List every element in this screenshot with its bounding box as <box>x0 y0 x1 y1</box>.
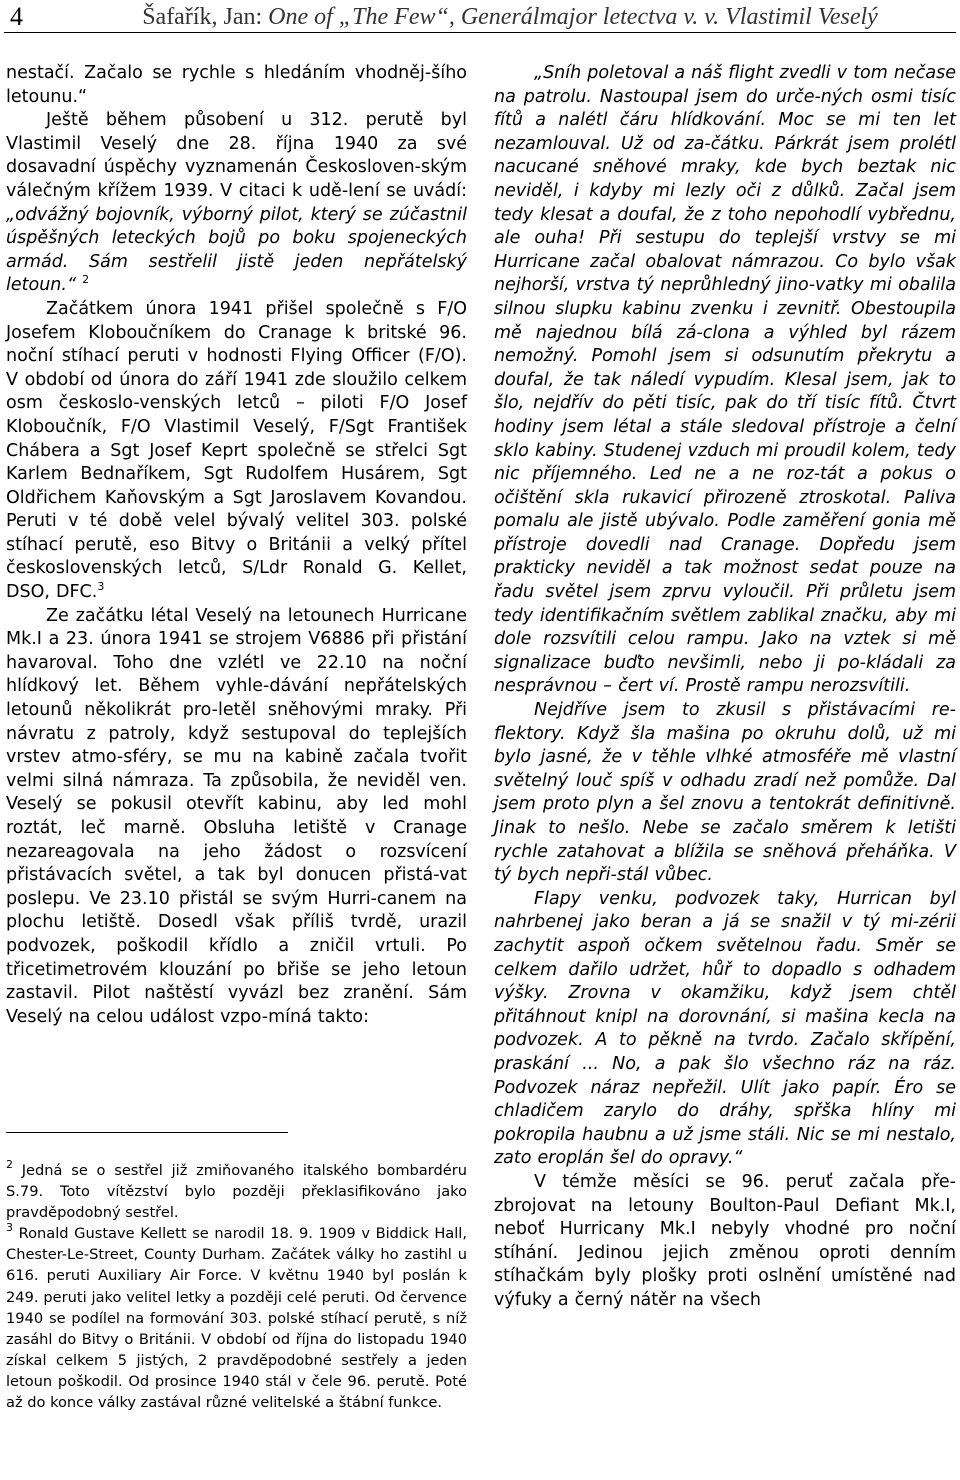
header-book-title: One of „The Few“, Generálmajor letectva v. v. Vlastimil Veselý <box>268 4 878 30</box>
paragraph: V témže měsíci se 96. peruť začala pře-zbrojovat na letouny Boulton-Paul Defiant Mk.I, neboť Hurricany Mk.I nebyly vhodné pro noční stíhání. Jedinou jejich změnou oproti denním stíhačkám byly plošky proti oslnění umístěné nad výfuky a černý nátěr na všech <box>494 1171 956 1310</box>
footnote-text: Ronald Gustave Kellett se narodil 18. 9. 1909 v Biddick Hall, Chester-Le-Street, County Durham. Začátek války ho zastihl u 616. peruti Auxiliary Air Force. V květnu 1940 byl poslán k 249. peruti jako velitel letky a později celé peruti. Od července 1940 se podílel na formování 303. polské stíhací perutě, s níž zasáhl do Bitvy o Británii. V období od října do listopadu 1940 získal celkem 5 jistých, 2 pravděpodobné sestřely a jeden letoun poškodil. Od prosince 1940 stál v čele 96. perutě. Poté až do konce války zastával různé velitelské a štábní funkce. <box>6 1225 467 1412</box>
footnotes <box>6 1160 467 1413</box>
quote-paragraph: Nejdříve jsem to zkusil s přistávacími re-flektory. Když šla mašina po okruhu dolů, už mi bylo jasné, že v těhle vlhké atmosféře mě vlastní světelný louč spíš v odhadu zradí než pomůže. Dal jsem proto plyn a šel znovu a tentokrát definitivně. Jinak to nešlo. Nebe se začalo směrem k letišti rychle zatahovat a blížila se sněhová přeháňka. V tý bych nepři-stál vůbec. <box>494 700 956 886</box>
page-number: 4 <box>10 2 23 31</box>
footnote-3 <box>6 1223 467 1413</box>
running-header <box>4 2 956 33</box>
header-title <box>64 2 956 32</box>
footnote-text: Jedná se o sestřel již zmiňovaného italského bombardéru S.79. Toto vítězství bylo později překlasifikováno jako pravděpodobný sestřel. <box>6 1162 467 1222</box>
footnote-2 <box>6 1160 467 1223</box>
paragraph-text: Ještě během působení u 312. perutě byl Vlastimil Veselý dne 28. října 1940 za své dosavadní úspěchy vyznamenán Českosloven-ským válečným křížem 1939. V citaci k udě-lení se uvádí: <box>6 110 467 201</box>
paragraph-text: Začátkem února 1941 přišel společně s F/O Josefem Kloboučníkem do Cranage k britské 96. noční stíhací peruti v hodnosti Flying Officer (F/O). V období od února do září 1941 zde sloužilo celkem osm českoslo-venských letců – piloti F/O Josef Kloboučník, F/O Vlastimil Veselý, F/Sgt František Chábera a Sgt Josef Keprt společně se střelci Sgt Karlem Bednaříkem, Sgt Rudolfem Husárem, Sgt Oldřichem Kaňovským a Sgt Jaroslavem Kovandou. Peruti v té době velel bývalý velitel 303. polské stíhací perutě, eso Bitvy o Británii a velký přítel československých letců, S/Ldr Ronald G. Kellet, DSO, DFC. <box>6 298 467 603</box>
paragraph <box>6 298 467 605</box>
paragraph-citation <box>6 109 467 298</box>
footnote-mark: 3 <box>6 1221 13 1235</box>
paragraph: nestačí. Začalo se rychle s hledáním vhodněj-šího letounu.“ <box>6 63 467 107</box>
quote-paragraph: „Sníh poletoval a náš flight zvedli v tom nečase na patrolu. Nastoupal jsem do urče-ných osmi tisíc fítů a nalétl čáru hlídkování. Moc se mi ten let nezamlouval. Už od za-čátku. Párkrát jsem prolétl nacucané sněhové mraky, kde bych beztak nic neviděl, i kdyby mi lezly oči z důlků. Začal jsem tedy klesat a doufal, že z toho nepohodlí vybřednu, ale ouha! Při sestupu do teplejší vrstvy se mi Hurricane začal obalovat námrazou. Co bylo však nejhorší, vrstva tý neprůhledný jino-vatky mi obalila silnou slupku kabinu zvenku i zevnitř. Obestoupila mě najednou bílá zá-clona a výhled byl rázem nemožný. Pomohl jsem si odsunutím překrytu a doufal, že tak náledí vypudím. Klesal jsem, jak to šlo, nejdřív do pěti tisíc, pak do tří tisíc fítů. Čtvrt hodiny jsem létal a stále sledoval přístroje a čelní sklo kabiny. Studenej vzduch mi proudil kolem, tedy nic příjemného. Led ne a ne roz-tát a pokus o očištění skla rukavicí přirozeně ztroskotal. Paliva pomalu ale jistě ubývalo. Podle zaměření gonia mě přístroje dovedli nad Cranage. Dopředu jsem prakticky neviděl a tak možnost sedat pouze na řadu světel jsem zprvu vyloučil. Při průletu jsem tedy identifikačním světlem zablikal značku, aby mi dole rozsvítili celou rampu. Jako na vztek si mě signalizace buďto nevšimli, nebo ji po-kládali za nesprávnou – čert ví. Prostě rampu nerozsvítili. <box>494 63 956 697</box>
citation-quote: „odvážný bojovník, výborný pilot, který se zúčastnil úspěšných leteckých bojů po boku spojeneckých armád. Sám sestřelil jistě jeden nepřátelský letoun.“ <box>6 204 467 296</box>
paragraph: Ze začátku létal Veselý na letounech Hurricane Mk.I a 23. února 1941 se strojem V6886 při přistání havaroval. Toho dne vzlétl ve 22.10 na noční hlídkový let. Během vyhle-dávání nepřátelských letounů několikrát pro-letěl sněhovými mraky. Při návratu z patroly, když sestupoval do teplejších vrstev atmo-sféry, se mu na kabině začala tvořit velmi silná námraza. Ta způsobila, že neviděl ven. Veselý se pokusil otevřít kabinu, aby led mohl roztát, leč marně. Obsluha letiště v Cranage nezareagovala na jeho žádost o rozsvícení přistávacích světel, a tak byl donucen přistá-vat poslepu. Ve 23.10 přistál se svým Hurri-canem na plochu letiště. Dosedl však příliš tvrdě, urazil podvozek, poškodil křídlo a zničil vrtuli. Po třicetimetrovém klouzání po břiše se jeho letoun zastavil. Pilot naštěstí vyvázl bez zranění. Sám Veselý na celou událost vzpo-míná takto: <box>6 605 467 1027</box>
left-column <box>6 62 467 1029</box>
footnote-ref-2: 2 <box>82 273 90 287</box>
header-author: Šafařík, Jan: <box>142 4 269 30</box>
footnote-ref-3: 3 <box>97 580 105 594</box>
quote-paragraph: Flapy venku, podvozek taky, Hurrican byl nahrbenej jako beran a já se snažil v tý mi-zérii zachytit aspoň očkem světelnou řadu. Směr se celkem dařilo udržet, hůř to dopadlo s odhadem výšky. Zrovna v okamžiku, když jsem chtěl přitáhnout knipl na dorovnání, si mašina kecla na podvozek. A to pěkně na tvrdo. Začalo skřípění, praskání ... No, a pak šlo všechno ráz na ráz. Podvozek náraz nepřežil. Ulít jako papír. Éro se chladičem zarylo do dráhy, spřška hlíny mi pokropila haubnu a už jsme stáli. Nic se mi nestalo, zato eroplán šel do opravy.“ <box>494 888 956 1169</box>
footnote-mark: 2 <box>6 1158 13 1171</box>
right-column <box>494 62 956 1312</box>
footnote-separator <box>6 1132 288 1133</box>
